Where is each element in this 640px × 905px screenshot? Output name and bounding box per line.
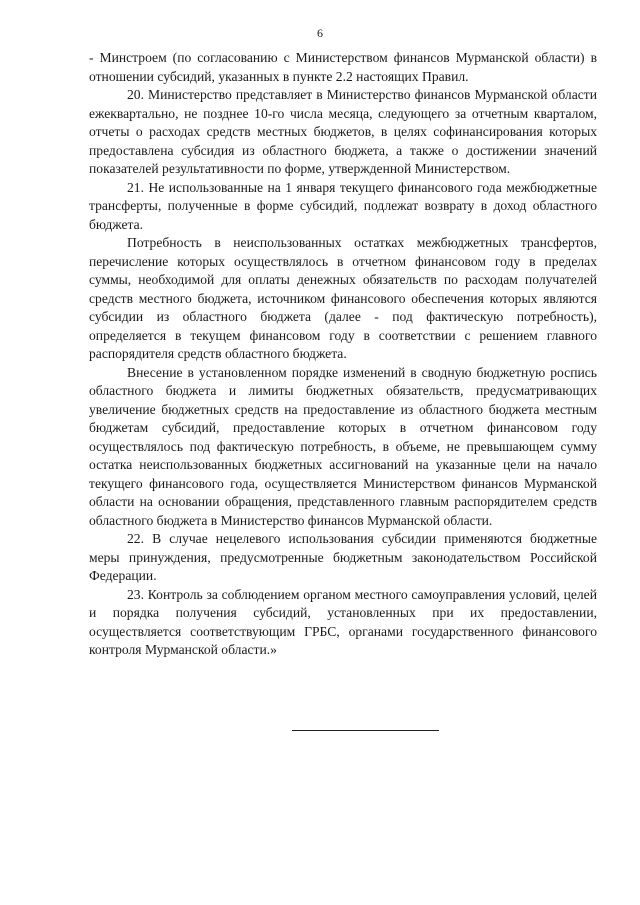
paragraph-22: 22. В случае нецелевого использования субсидии применяются бюджетные меры принуждения, предусмотренные бюджетным законодательством Российской Федерации. <box>89 531 597 583</box>
paragraph-21: 21. Не использованные на 1 января текущего финансового года межбюджетные трансферты, полученные в форме субсидий, подлежат возврату в доход областного бюджета. <box>89 179 597 232</box>
document-body <box>89 49 597 660</box>
paragraph-minstroy: - Минстроем (по согласованию с Министерством финансов Мурманской области) в отношении субсидий, указанных в пункте 2.2 настоящих Правил. <box>89 50 597 84</box>
paragraph-23: 23. Контроль за соблюдением органом местного самоуправления условий, целей и порядка получения субсидий, установленных при их предоставлении, осуществляется соответствующим ГРБС, органами государственного финансового контроля Мурманской области.» <box>89 586 597 657</box>
paragraph-amendments: Внесение в установленном порядке изменений в сводную бюджетную роспись областного бюджета и лимиты бюджетных обязательств, предусматривающих увеличение бюджетных средств на предоставление из областного бюджета местным бюджетам субсидий, предоставление которых в отчетном финансовом году осуществлялось под фактическую потребность, в объеме, не превышающем сумму остатка неиспользованных бюджетных ассигнований на указанные цели на начало текущего финансового года, осуществляется Министерством финансов Мурманской области на основании обращения, представленного главным распорядителем средств областного бюджета в Министерство финансов Мурманской области. <box>89 364 597 528</box>
end-divider <box>292 730 439 731</box>
paragraph-need: Потребность в неиспользованных остатках межбюджетных трансфертов, перечисление которых осуществлялось в отчетном финансовом году в пределах суммы, необходимой для оплаты денежных обязательств по расходам получателей средств местного бюджета, источником финансового обеспечения которых являются субсидии из областного бюджета (далее - под фактическую потребность), определяется в текущем финансовом году в соответствии с решением главного распорядителя средств областного бюджета. <box>89 235 597 361</box>
paragraph-20: 20. Министерство представляет в Министерство финансов Мурманской области ежеквартально, не позднее 10-го числа месяца, следующего за отчетным кварталом, отчеты о расходах средств местных бюджетов, в целях софинансирования которых предоставлена субсидия из областного бюджета, а также о достижении значений показателей результативности по форме, утвержденной Министерством. <box>89 87 597 176</box>
page-number: 6 <box>317 26 323 40</box>
